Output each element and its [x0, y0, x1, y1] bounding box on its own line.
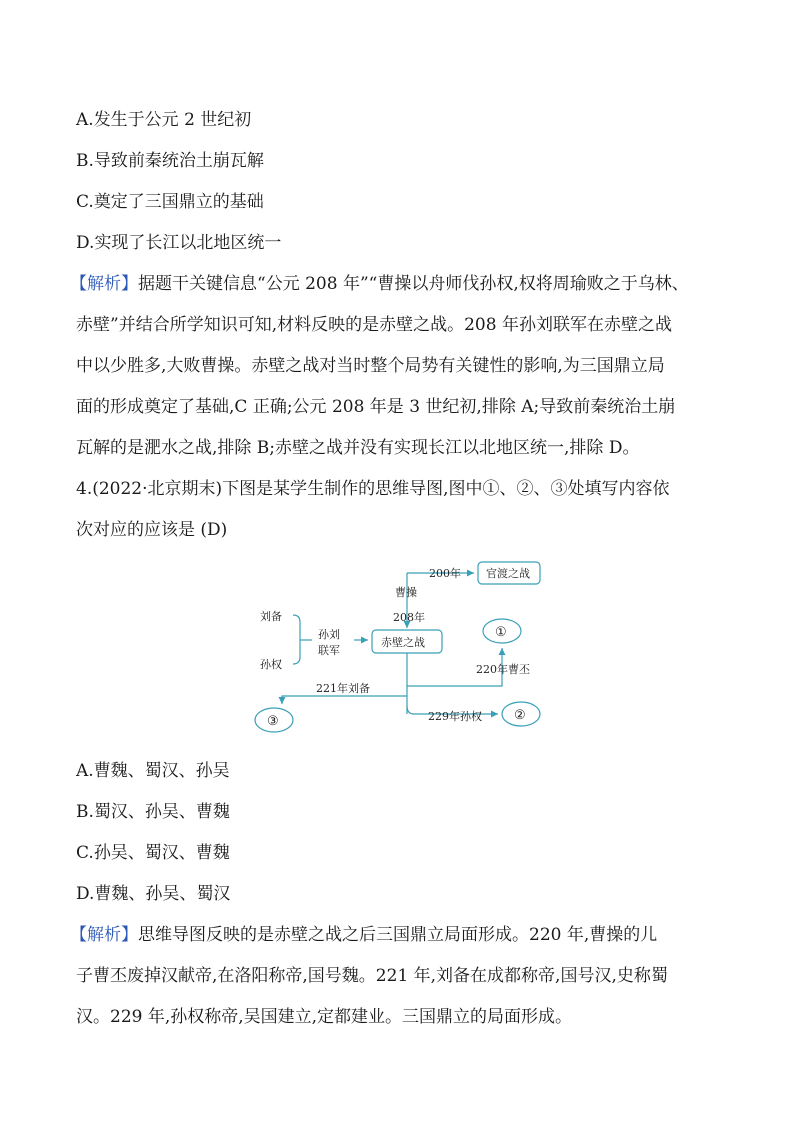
analysis-line: 瓦解的是淝水之战,排除 B;赤壁之战并没有实现长江以北地区统一,排除 D。 [76, 438, 640, 458]
label-liubei221: 221年刘备 [316, 682, 370, 695]
label-sunquan229: 229年孙权 [428, 710, 482, 723]
analysis-q3 [70, 264, 726, 469]
label-lianjun: 联军 [318, 644, 340, 657]
brace [293, 615, 300, 664]
label-caopi: 220年曹丕 [476, 663, 530, 676]
question-line: 次对应的应该是 (D) [76, 520, 228, 540]
analysis-line: 【解析】据题干关键信息“公元 208 年”“曹操以舟师伐孙权,权将周瑜败之于乌林、 [70, 274, 689, 294]
label-circle-2: ② [514, 708, 526, 723]
label-year208: 208年 [393, 611, 425, 624]
label-sunquan: 孙权 [260, 658, 282, 671]
analysis-line: 汉。229 年,孙权称帝,吴国建立,定都建业。三国鼎立的局面形成。 [76, 1007, 573, 1027]
question-q4 [76, 469, 726, 551]
analysis-line: 面的形成奠定了基础,C 正确;公元 208 年是 3 世纪初,排除 A;导致前秦统治土崩 [76, 397, 676, 417]
label-sunliu: 孙刘 [318, 628, 340, 641]
analysis-tag: 【解析】 [70, 925, 138, 945]
label-chibi: 赤壁之战 [381, 636, 425, 649]
label-liubei: 刘备 [260, 610, 282, 623]
analysis-line: 赤壁”并结合所学知识可知,材料反映的是赤壁之战。208 年孙刘联军在赤壁之战 [76, 315, 672, 335]
question-line: 4.(2022·北京期末)下图是某学生制作的思维导图,图中①、②、③处填写内容依 [76, 479, 670, 499]
analysis-line: 子曹丕废掉汉献帝,在洛阳称帝,国号魏。221 年,刘备在成都称帝,国号汉,史称蜀 [76, 966, 668, 986]
option-d-q3: D.实现了长江以北地区统一 [76, 233, 282, 253]
analysis-line: 【解析】思维导图反映的是赤壁之战之后三国鼎立局面形成。220 年,曹操的儿 [70, 925, 658, 945]
label-guandu: 官渡之战 [486, 567, 530, 580]
option-d-q4: D.曹魏、孙吴、蜀汉 [76, 884, 231, 904]
label-circle-3: ③ [267, 714, 279, 729]
label-caocao: 曹操 [395, 586, 417, 599]
mind-map-svg [250, 558, 550, 738]
option-a-q4: A.曹魏、蜀汉、孙吴 [76, 761, 230, 781]
analysis-tag: 【解析】 [70, 274, 138, 294]
option-c-q4: C.孙吴、蜀汉、曹魏 [76, 843, 230, 863]
analysis-line: 中以少胜多,大败曹操。赤壁之战对当时整个局势有关键性的影响,为三国鼎立局 [76, 356, 665, 376]
option-b-q4: B.蜀汉、孙吴、曹魏 [76, 802, 230, 822]
label-year200: 200年 [429, 567, 461, 580]
option-c-q3: C.奠定了三国鼎立的基础 [76, 192, 264, 212]
label-circle-1: ① [495, 625, 507, 640]
arrow-221 [282, 696, 407, 704]
option-b-q3: B.导致前秦统治土崩瓦解 [76, 151, 264, 171]
mind-map-diagram [250, 558, 550, 738]
analysis-q4 [70, 915, 726, 1038]
option-a-q3: A.发生于公元 2 世纪初 [76, 110, 252, 130]
